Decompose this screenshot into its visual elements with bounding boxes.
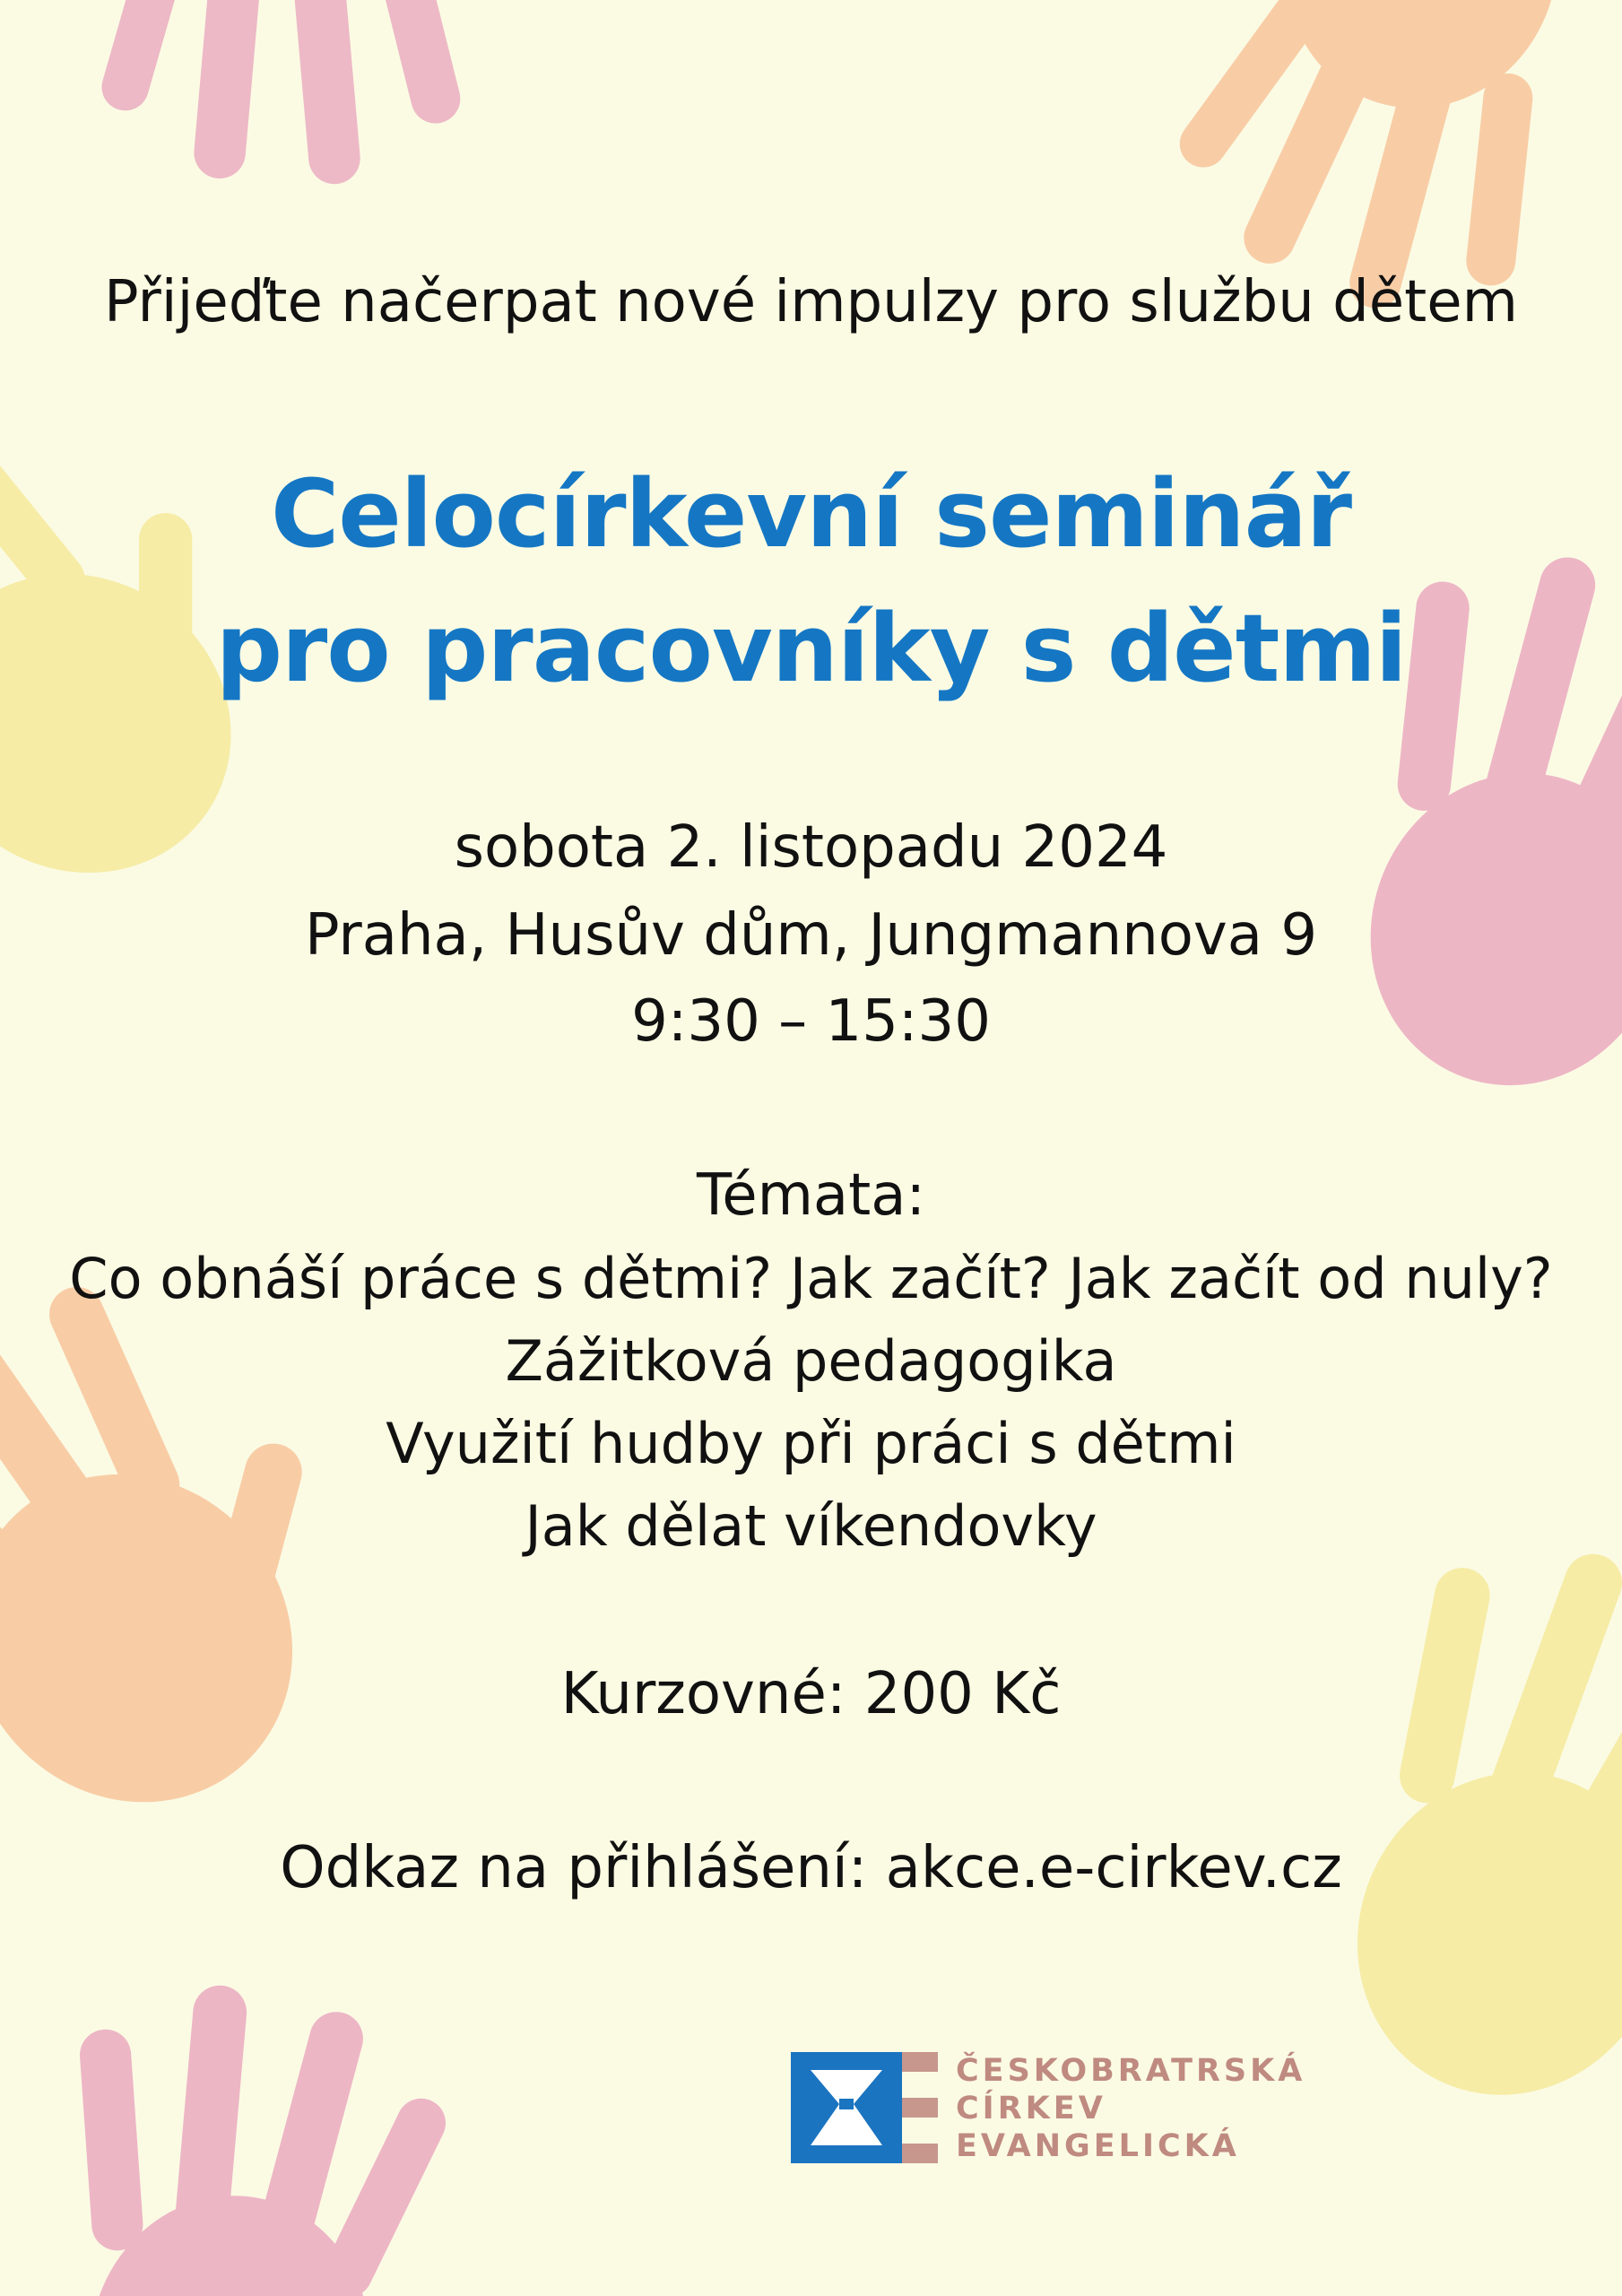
topics-heading: Témata: [696,1162,926,1229]
event-date: sobota 2. listopadu 2024 [454,814,1168,881]
event-time: 9:30 – 15:30 [631,988,991,1055]
handprint-pink-top-left [48,0,465,187]
church-name-line-3: EVANGELICKÁ [956,2128,1240,2164]
intro-text: Přijeďte načerpat nové impulzy pro službu dětem [104,269,1518,335]
topic-item: Zážitková pedagogika [505,1328,1117,1394]
title-line-2: pro pracovníky s dětmi [215,594,1407,703]
title-line-1: Celocírkevní seminář [270,459,1352,569]
church-name-line-1: ČESKOBRATRSKÁ [956,2053,1306,2089]
church-name-line-2: CÍRKEV [956,2091,1106,2126]
church-name [956,2052,1332,2165]
handprint-pink-bottom-left [3,1960,518,2296]
course-fee: Kurzovné: 200 Kč [560,1661,1062,1727]
topic-item: Využití hudby při práci s dětmi [386,1411,1236,1476]
event-place: Praha, Husův dům, Jungmannova 9 [304,902,1318,969]
topic-item: Jak dělat víkendovky [525,1493,1097,1559]
church-chalice-logo-icon [791,2052,938,2163]
registration-link: Odkaz na přihlášení: akce.e-cirkev.cz [280,1835,1342,1901]
topic-item: Co obnáší práce s dětmi? Jak začít? Jak začít od nuly? [69,1246,1553,1311]
